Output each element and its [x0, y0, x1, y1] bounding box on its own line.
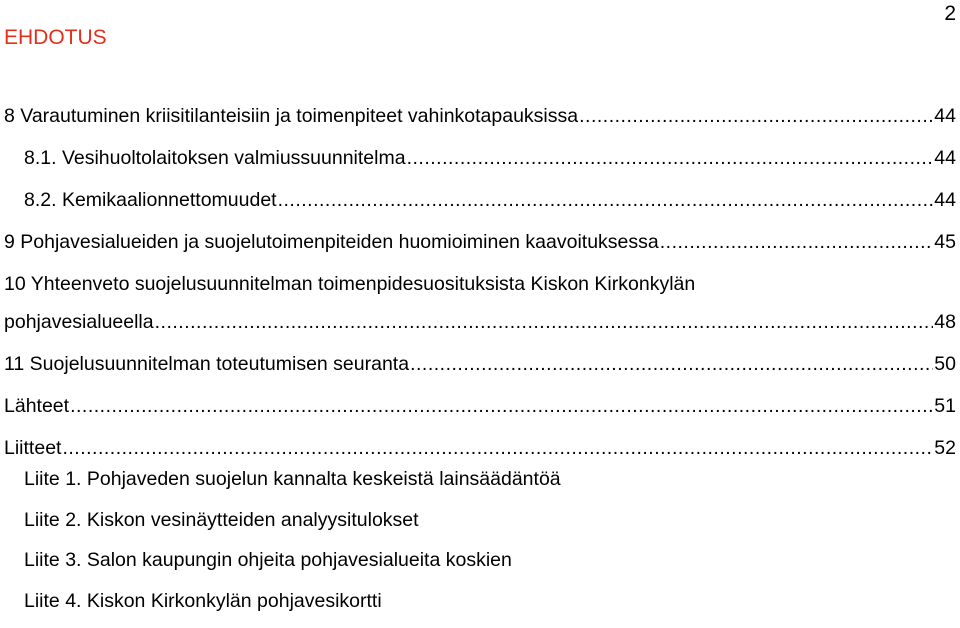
toc-entry-title: 10 Yhteenveto suojelusuunnitelman toimenpidesuosituksista Kiskon Kirkonkylän — [4, 271, 695, 297]
toc-dot-leader — [62, 435, 933, 461]
toc-dot-leader — [660, 229, 934, 255]
toc-entry-lahteet[interactable] — [4, 393, 956, 435]
toc-entry-8-1[interactable] — [4, 145, 956, 187]
toc-entry-11[interactable] — [4, 351, 956, 393]
toc-entry-10[interactable] — [4, 309, 956, 351]
toc-entry-page: 44 — [934, 103, 956, 129]
toc-entry-page: 50 — [934, 351, 956, 377]
toc-entry-8[interactable] — [4, 103, 956, 145]
toc-entry-9[interactable] — [4, 229, 956, 271]
toc-entry-title: Liitteet — [4, 435, 61, 461]
toc-dot-leader — [407, 145, 934, 171]
toc-entry-title: 8 Varautuminen kriisitilanteisiin ja toimenpiteet vahinkotapauksissa — [4, 103, 578, 129]
toc-entry-page: 44 — [934, 145, 956, 171]
table-of-contents — [4, 103, 956, 477]
section-heading: EHDOTUS — [4, 26, 107, 50]
toc-entry-title: Lähteet — [4, 393, 69, 419]
toc-dot-leader — [70, 393, 933, 419]
appendix-item: Liite 4. Kiskon Kirkonkylän pohjavesikortti — [24, 588, 561, 628]
toc-entry-title: 8.1. Vesihuoltolaitoksen valmiussuunnitelma — [24, 145, 406, 171]
appendix-item: Liite 2. Kiskon vesinäytteiden analyysitulokset — [24, 507, 561, 548]
toc-entry-page: 52 — [934, 435, 956, 461]
toc-entry-8-2[interactable] — [4, 187, 956, 229]
toc-entry-title: 11 Suojelusuunnitelman toteutumisen seuranta — [4, 351, 409, 377]
toc-entry-title: pohjavesialueella — [4, 309, 154, 335]
toc-entry-page: 48 — [934, 309, 956, 335]
toc-dot-leader — [155, 309, 934, 335]
toc-entry-page: 45 — [934, 229, 956, 255]
toc-dot-leader — [410, 351, 933, 377]
appendix-item: Liite 3. Salon kaupungin ohjeita pohjavesialueita koskien — [24, 547, 561, 588]
toc-entry-page: 51 — [934, 393, 956, 419]
page-number: 2 — [944, 2, 956, 26]
toc-dot-leader — [278, 187, 934, 213]
toc-entry-title: 9 Pohjavesialueiden ja suojelutoimenpiteiden huomioiminen kaavoituksessa — [4, 229, 659, 255]
appendix-list — [24, 466, 561, 628]
appendix-item: Liite 1. Pohjaveden suojelun kannalta keskeistä lainsäädäntöä — [24, 466, 561, 507]
toc-entry-title: 8.2. Kemikaalionnettomuudet — [24, 187, 277, 213]
toc-entry-10-line1[interactable] — [4, 271, 956, 309]
toc-dot-leader — [579, 103, 933, 129]
toc-entry-page: 44 — [934, 187, 956, 213]
